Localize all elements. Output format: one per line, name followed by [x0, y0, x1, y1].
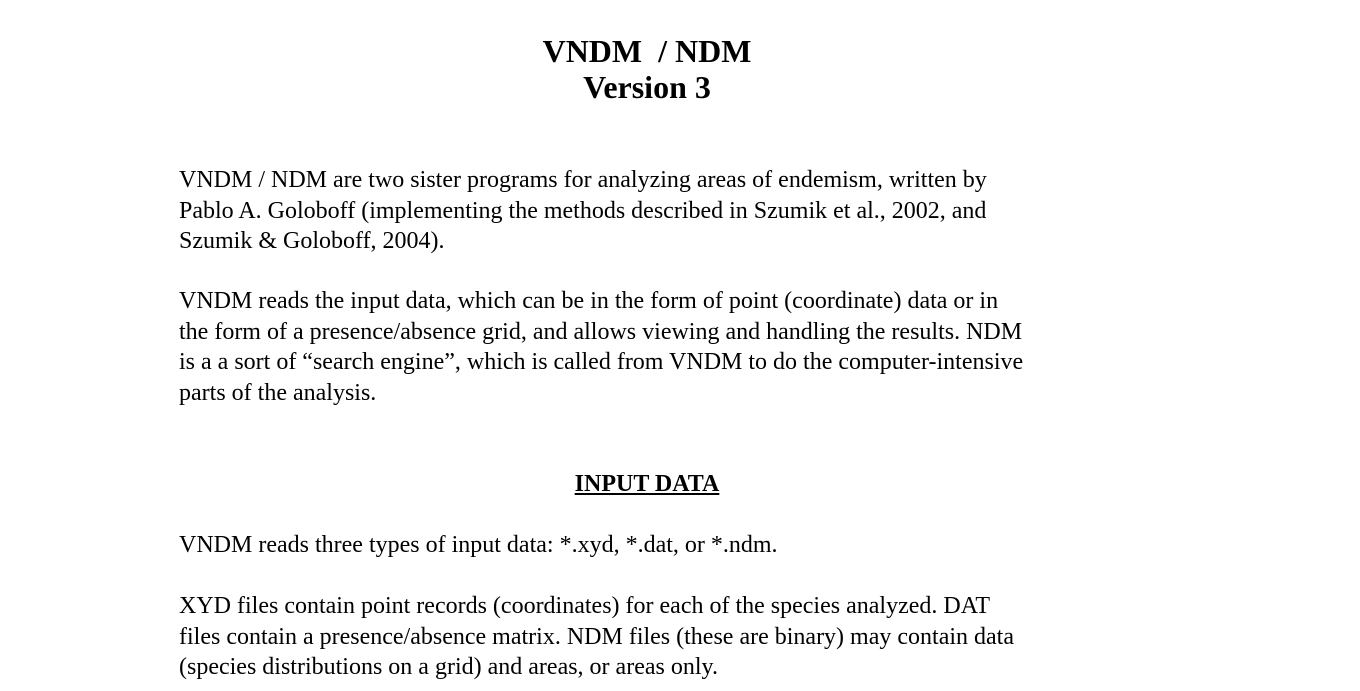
- title-line-1: VNDM / NDM: [542, 33, 752, 69]
- text-line: the form of a presence/absence grid, and allows viewing and handling the results. NDM: [179, 318, 1023, 345]
- title-line-2: Version 3: [583, 69, 711, 105]
- text-line: VNDM reads the input data, which can be in the form of point (coordinate) data or in: [179, 288, 999, 314]
- text-line: files contain a presence/absence matrix. NDM files (these are binary) may contain data: [179, 623, 1014, 650]
- input-data-paragraph-2: [179, 591, 1139, 683]
- text-line: Pablo A. Goloboff (implementing the methods described in Szumik et al., 2002, and: [179, 197, 987, 224]
- text-line: VNDM reads three types of input data: *.xyd, *.dat, or *.ndm.: [179, 532, 778, 558]
- document-title: [0, 33, 1294, 105]
- intro-paragraph-1: [179, 165, 1139, 257]
- text-line: parts of the analysis.: [179, 379, 377, 406]
- text-line: VNDM / NDM are two sister programs for analyzing areas of endemism, written by: [179, 167, 987, 193]
- text-line: is a a sort of “search engine”, which is called from VNDM to do the computer-intensive: [179, 349, 1024, 375]
- input-data-paragraph-1: [179, 530, 1139, 561]
- intro-paragraph-2: [179, 286, 1139, 408]
- input-data-heading: INPUT DATA: [574, 471, 720, 497]
- text-line: XYD files contain point records (coordinates) for each of the species analyzed. DAT: [179, 593, 991, 619]
- text-line: (species distributions on a grid) and areas, or areas only.: [179, 654, 718, 680]
- text-line: Szumik & Goloboff, 2004).: [179, 228, 445, 254]
